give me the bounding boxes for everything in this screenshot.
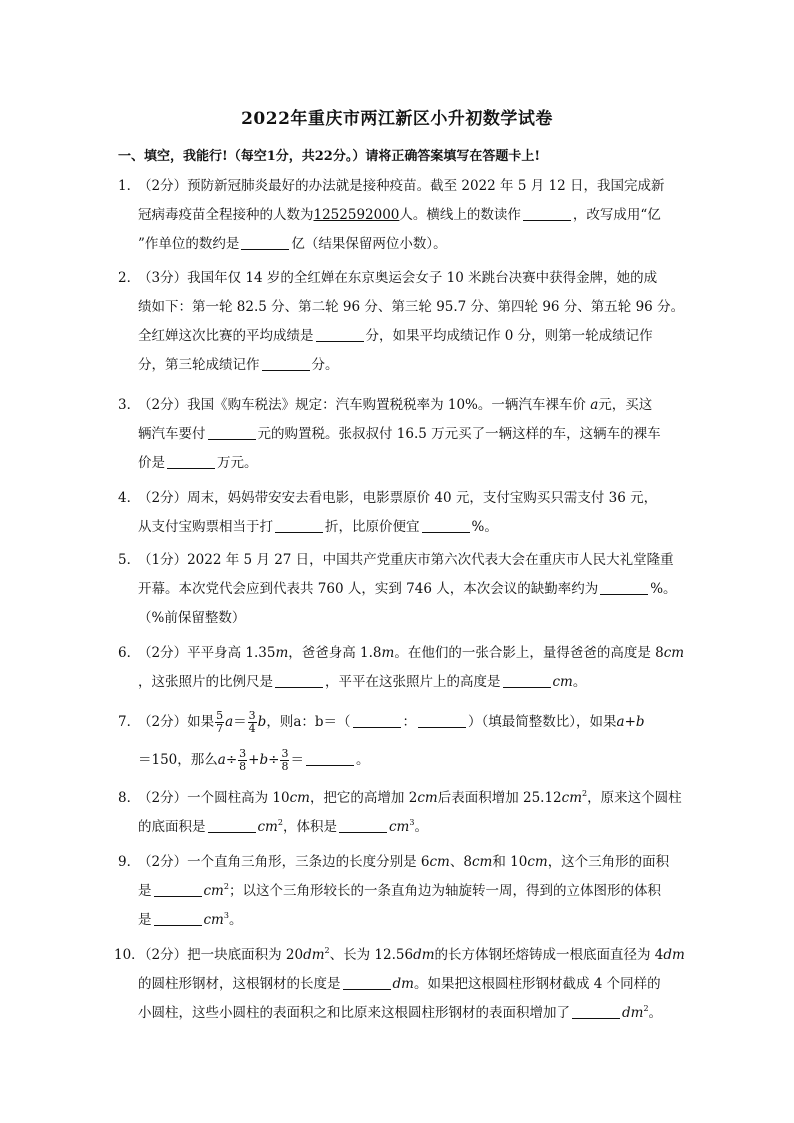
question-line: ，这张照片的比例尺是 ，平平在这张照片上的高度是 cm。 xyxy=(138,674,587,690)
question-line: （2分）如果 $\frac{5}{7}$ a＝ $\frac{3}{4}$ b，则a：b＝（ ： ）（填最简整数比），如果a+b xyxy=(138,709,645,735)
exam-title: 2022年重庆市两江新区小升初数学试卷 xyxy=(241,109,553,129)
question-number: 4． xyxy=(118,490,141,506)
answer-blank[interactable] xyxy=(339,818,387,833)
question-number: 5． xyxy=(118,552,141,568)
question-number: 1． xyxy=(118,178,141,194)
question-line: 辆汽车要付 元的购置税。张叔叔付 16.5 万元买了一辆这样的车，这辆车的裸车 xyxy=(138,426,661,442)
question-line: （%前保留整数） xyxy=(138,610,246,626)
question-10 xyxy=(114,941,693,1028)
answer-blank[interactable] xyxy=(523,206,571,221)
question-line: （2分）我国《购车税法》规定：汽车购置税税率为 10%。一辆汽车裸车价 a元，买这 xyxy=(138,397,653,413)
question-line: 分，第三轮成绩记作 分。 xyxy=(138,357,339,373)
answer-blank[interactable] xyxy=(275,673,323,688)
question-7 xyxy=(118,703,693,779)
answer-blank[interactable] xyxy=(306,751,354,766)
answer-blank[interactable] xyxy=(154,882,202,897)
answer-blank[interactable] xyxy=(275,518,323,533)
fraction-3-8: $\frac{3}{8}$ xyxy=(239,747,247,773)
question-2 xyxy=(118,264,693,380)
answer-blank[interactable] xyxy=(343,975,391,990)
question-line: 小圆柱，这些小圆柱的表面积之和比原来这根圆柱形钢材的表面积增加了 $dm^2$。 xyxy=(138,1004,663,1021)
question-8 xyxy=(118,784,693,842)
answer-blank[interactable] xyxy=(503,673,551,688)
answer-blank[interactable] xyxy=(208,425,256,440)
question-number: 10． xyxy=(114,947,145,963)
question-number: 6． xyxy=(118,645,141,661)
question-line: ”作单位的数约是 亿（结果保留两位小数）。 xyxy=(138,236,447,252)
question-line: 是 $cm^3$。 xyxy=(138,911,243,928)
question-line: （2分）周末，妈妈带安安去看电影，电影票原价 40 元，支付宝购买只需支付 36 元， xyxy=(138,490,658,506)
question-line: 是 $cm^2$；以这个三角形较长的一条直角边为轴旋转一周，得到的立体图形的体积 xyxy=(138,882,661,899)
question-line: （3分）我国年仅 14 岁的全红婵在东京奥运会女子 10 米跳台决赛中获得金牌，她的成 xyxy=(138,270,658,286)
question-9 xyxy=(118,848,693,935)
answer-blank[interactable] xyxy=(572,1004,620,1019)
answer-blank[interactable] xyxy=(418,713,466,728)
answer-blank[interactable] xyxy=(422,518,470,533)
question-line: （2分）一个圆柱高为 10cm，把它的高增加 2cm后表面积增加 $25.12cm^2$，原来这个圆柱 xyxy=(138,789,682,806)
question-line: 从支付宝购票相当于打 折，比原价便宜 %。 xyxy=(138,519,498,535)
question-number: 8． xyxy=(118,790,141,806)
section-heading-fill-in: 一、填空，我能行!（每空1分，共22分。）请将正确答案填写在答题卡上! xyxy=(118,149,541,164)
question-6 xyxy=(118,639,693,697)
question-line: （2分）预防新冠肺炎最好的办法就是接种疫苗。截至 2022 年 5 月 12 日，我国完成新 xyxy=(138,178,665,194)
answer-blank[interactable] xyxy=(241,235,289,250)
fraction-3-4: $\frac{3}{4}$ xyxy=(248,709,256,735)
question-line: 绩如下：第一轮 82.5 分、第二轮 96 分、第三轮 95.7 分、第四轮 96 分、第五轮 96 分。 xyxy=(138,299,685,315)
question-number: 9． xyxy=(118,854,141,870)
question-line: （1分）2022 年 5 月 27 日，中国共产党重庆市第六次代表大会在重庆市人民大礼堂隆重 xyxy=(138,552,674,568)
fraction-5-7: $\frac{5}{7}$ xyxy=(216,709,224,735)
question-line: ＝150，那么a÷ $\frac{3}{8}$ +b÷ $\frac{3}{8}$ ＝ 。 xyxy=(138,747,370,773)
question-line: 价是 万元。 xyxy=(138,455,258,471)
question-number: 2． xyxy=(118,270,141,286)
question-4 xyxy=(118,484,693,542)
question-line: 开幕。本次党代会应到代表共 760 人，实到 746 人，本次会议的缺勤率约为 %。 xyxy=(138,581,677,597)
question-1 xyxy=(118,172,693,259)
answer-blank[interactable] xyxy=(316,327,364,342)
fraction-3-8: $\frac{3}{8}$ xyxy=(281,747,289,773)
answer-blank[interactable] xyxy=(167,454,215,469)
question-line: 冠病毒疫苗全程接种的人数为1252592000人。横线上的数读作 ，改写成用“亿 xyxy=(138,207,661,223)
answer-blank[interactable] xyxy=(154,911,202,926)
question-line: 的圆柱形钢材，这根钢材的长度是 dm。如果把这根圆柱形钢材截成 4 个同样的 xyxy=(138,976,661,992)
question-line: （2分）平平身高 1.35m，爸爸身高 1.8m。在他们的一张合影上，量得爸爸的高度是 8cm xyxy=(138,645,685,661)
answer-blank[interactable] xyxy=(262,356,310,371)
question-5 xyxy=(118,546,693,633)
question-number: 7． xyxy=(118,714,141,730)
answer-blank[interactable] xyxy=(600,580,648,595)
question-line: （2分）把一块底面积为 $20dm^2$、长为 12.56dm的长方体钢坯熔铸成一根底面直径为 4dm xyxy=(138,946,685,963)
question-line: 全红婵这次比赛的平均成绩是 分，如果平均成绩记作 0 分，则第一轮成绩记作 xyxy=(138,328,653,344)
question-line: （2分）一个直角三角形，三条边的长度分别是 6cm、8cm和 10cm，这个三角形的面积 xyxy=(138,854,670,870)
underlined-number: 1252592000 xyxy=(313,207,400,223)
answer-blank[interactable] xyxy=(353,713,401,728)
question-3 xyxy=(118,391,693,478)
question-number: 3． xyxy=(118,397,141,413)
answer-blank[interactable] xyxy=(208,818,256,833)
question-line: 的底面积是 $cm^2$，体积是 $cm^3$。 xyxy=(138,818,428,835)
